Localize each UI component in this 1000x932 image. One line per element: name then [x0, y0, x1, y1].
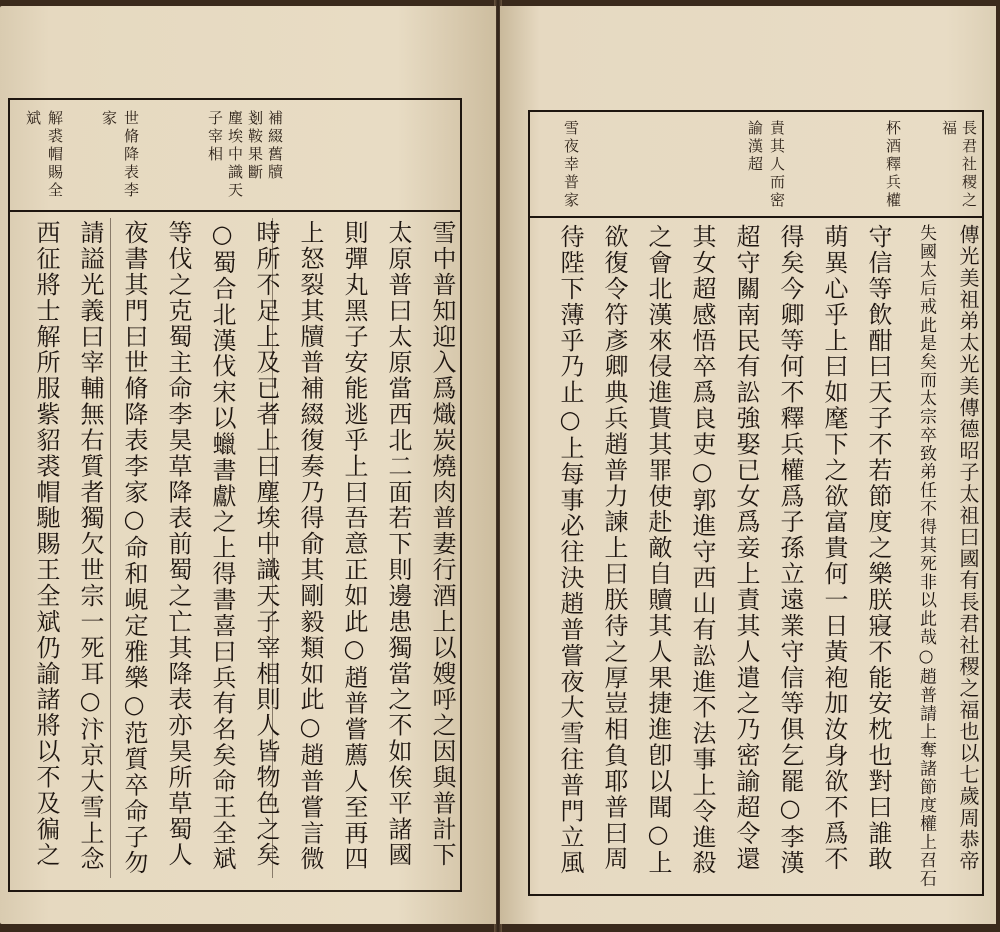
text-column: 西征將士解所服紫貂裘帽馳賜王全斌仍諭諸將以不及徧之 [32, 220, 60, 868]
right-header-note: 雪夜幸普家 [562, 120, 580, 210]
left-header-note: 解裘帽賜全 [46, 110, 64, 200]
text-column: ○蜀合北漢伐宋以蠟書獻之上得書喜曰兵有名矣命王全斌 [208, 220, 236, 872]
right-header-band [530, 112, 982, 218]
text-column: 等伐之克蜀主命李昊草降表前蜀之亡其降表亦昊所草蜀人 [164, 220, 192, 868]
right-header-note: 福 [940, 120, 958, 138]
left-header-note: 剗鞍果斷 [246, 110, 264, 182]
text-column: 之會北漢來侵進貰其罪使赴敵自贖其人果捷進卽以聞○上 [644, 224, 672, 876]
text-column: 失國太后戒此是矣而太宗卒致弟任不得其死非以此哉○趙普請上奪諸節度權上召石 [916, 224, 936, 888]
right-header-note: 杯酒釋兵權 [884, 120, 902, 210]
text-column: 其女超感悟卒爲良吏○郭進守西山有訟進不法事上令進殺 [688, 224, 716, 876]
right-header-note: 責其人而密 [768, 120, 786, 210]
column-rule [110, 218, 111, 878]
left-page [0, 6, 496, 924]
text-column: 則彈丸黑子安能逃乎上曰吾意正如此○趙普嘗薦人至再四 [340, 220, 368, 872]
text-column: 欲復令符彥卿典兵趙普力諫上曰朕待之厚豈相負耶普曰周 [600, 224, 628, 872]
left-page-frame [8, 98, 462, 892]
right-header-note: 諭漢超 [746, 120, 764, 174]
right-header-note: 長君社稷之 [960, 120, 978, 210]
left-header-band [10, 100, 460, 212]
text-column: 守信等飲酣曰天子不若節度之樂朕寢不能安枕也對曰誰敢 [864, 224, 892, 872]
text-column: 雪中普知迎入爲熾炭燒肉普妻行酒上以嫂呼之因與普計下 [428, 220, 456, 868]
left-header-note: 子宰相 [206, 110, 224, 164]
text-column: 超守關南民有訟強娶已女爲妾上責其人遣之乃密諭超令還 [732, 224, 760, 872]
left-header-note: 世脩降表李 [122, 110, 140, 200]
text-column: 上怒裂其牘普補綴復奏乃得俞其剛毅類如此○趙普嘗言微 [296, 220, 324, 872]
text-column: 萌異心乎上曰如麾下之欲富貴何一日黃袍加汝身欲不爲不 [820, 224, 848, 872]
text-column: 傳光美祖弟太光美傳德昭子太祖曰國有長君社稷之福也以七歲周恭帝 [956, 224, 980, 872]
text-column: 請謚光義曰宰輔無右質者獨欠世宗一死耳○汴京大雪上念 [76, 220, 104, 872]
text-column: 得矣今卿等何不釋兵權爲子孫立遠業守信等俱乞罷○李漢 [776, 224, 804, 876]
left-header-note: 家 [100, 110, 118, 128]
left-header-note: 補綴舊牘 [266, 110, 284, 182]
left-header-note: 斌 [24, 110, 42, 128]
left-header-note: 塵埃中識天 [226, 110, 244, 200]
text-column: 太原普曰太原當西北二面若下則邊患獨當之不如俟平諸國 [384, 220, 412, 868]
text-column: 待陛下薄乎乃止○上每事必往決趙普嘗夜大雪往普門立風 [556, 224, 584, 876]
text-column: 夜書其門曰世脩降表李家○命和峴定雅樂○范質卒命子勿 [120, 220, 148, 876]
right-page [500, 6, 996, 924]
right-page-frame [528, 110, 984, 896]
text-column: 時所不足上及已者上曰塵埃中識天子宰相則人皆物色之矣 [252, 220, 280, 868]
